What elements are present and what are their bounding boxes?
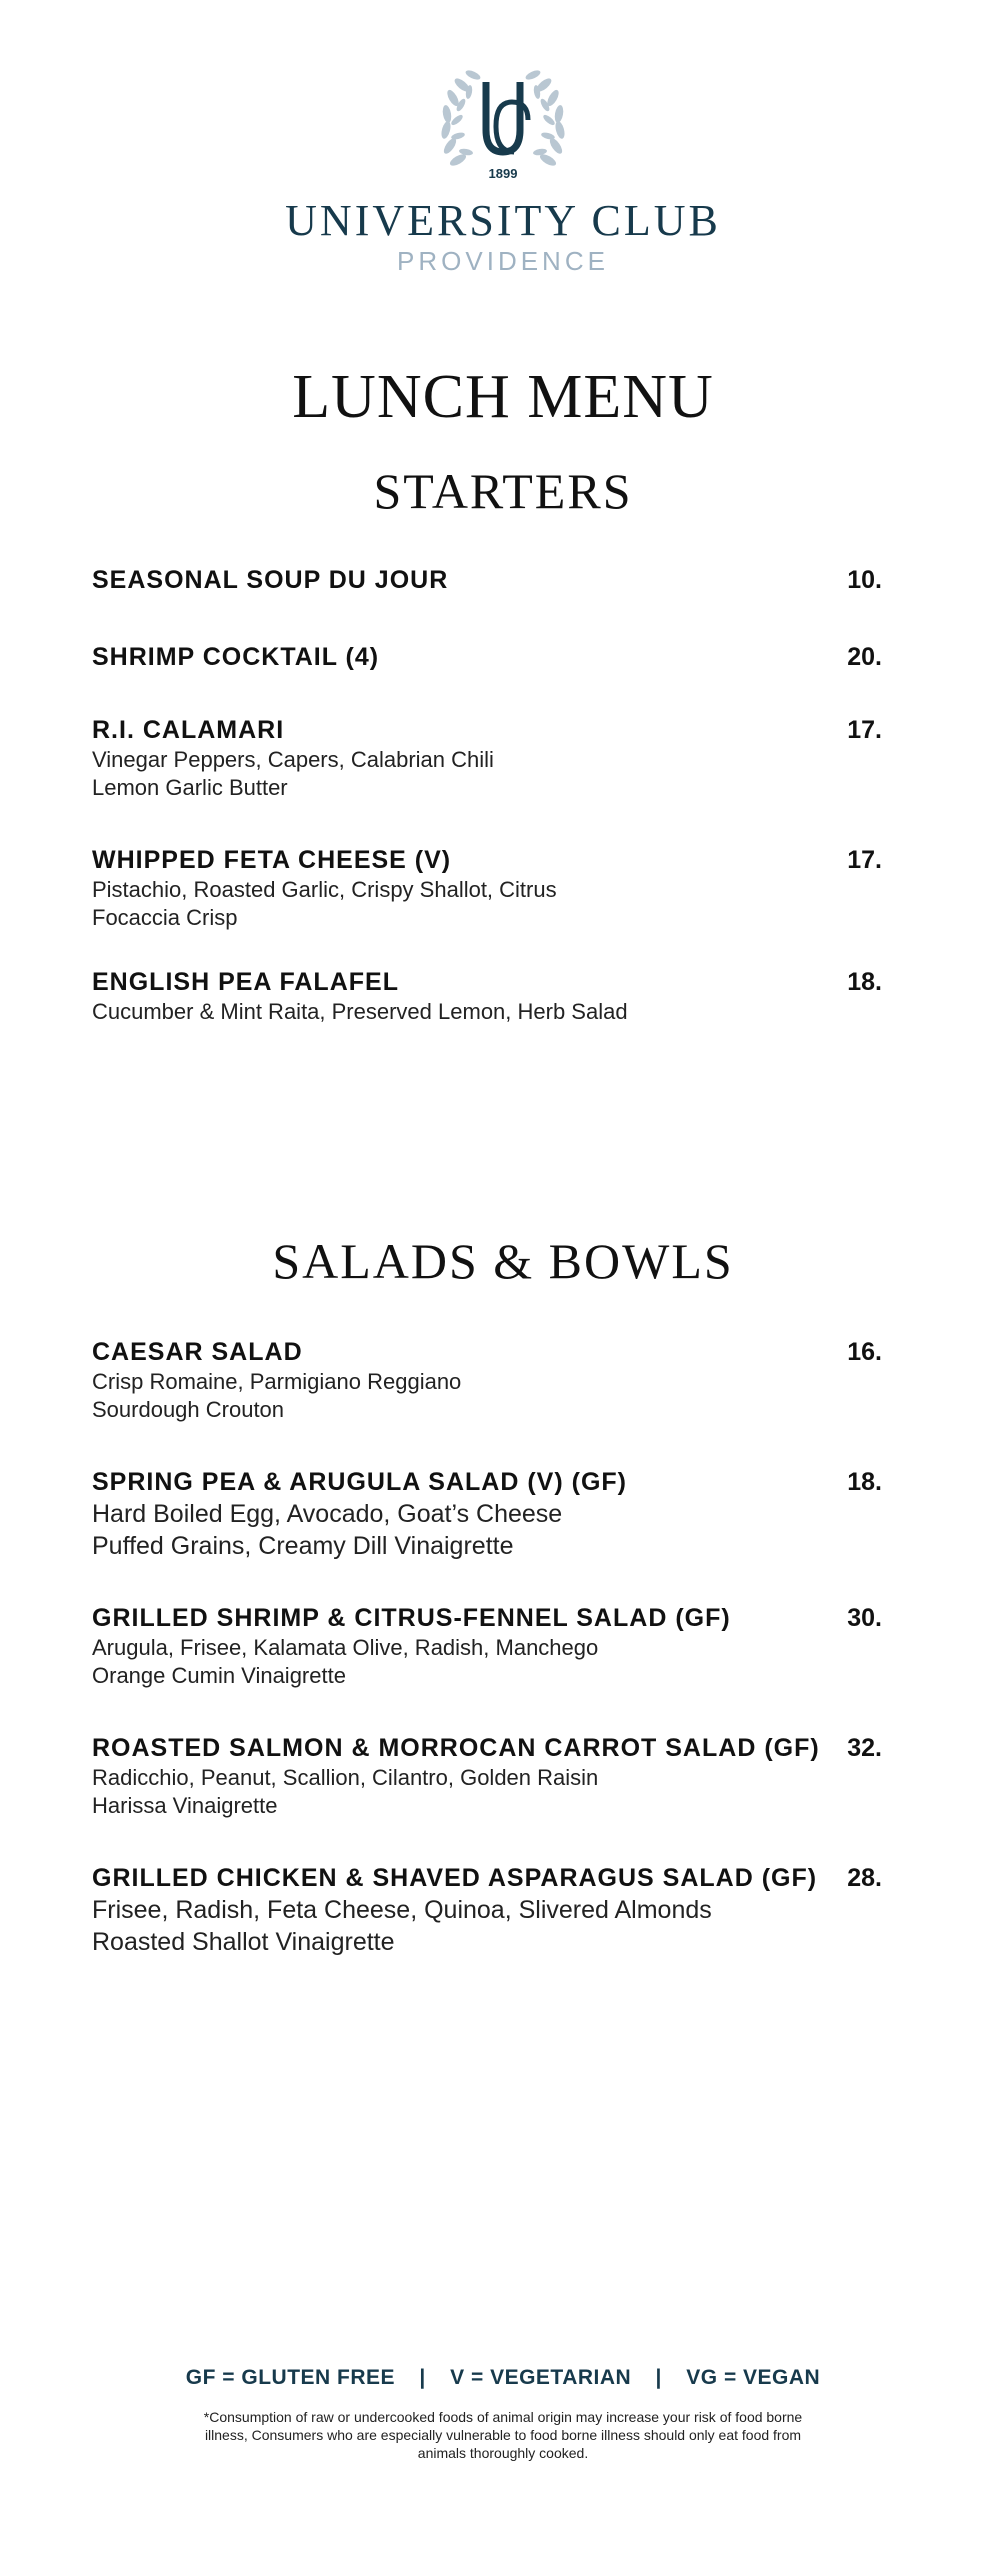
menu-item	[92, 844, 882, 932]
laurel-right-icon	[524, 68, 566, 168]
item-price: 17.	[847, 716, 882, 744]
item-description: Frisee, Radish, Feta Cheese, Quinoa, Slivered Almonds	[92, 1896, 712, 1924]
club-name: UNIVERSITY CLUB	[285, 196, 721, 245]
item-name: SEASONAL SOUP DU JOUR	[92, 566, 449, 594]
menu-item	[92, 714, 882, 802]
item-description: Crisp Romaine, Parmigiano Reggiano	[92, 1369, 462, 1394]
logo-year: 1899	[488, 166, 518, 181]
item-description: Orange Cumin Vinaigrette	[92, 1663, 346, 1688]
menu-item	[92, 966, 882, 1026]
item-description: Vinegar Peppers, Capers, Calabrian Chili	[92, 747, 494, 772]
item-name: ROASTED SALMON & MORROCAN CARROT SALAD (GF)	[92, 1734, 820, 1762]
menu-item	[92, 1732, 882, 1820]
dietary-legend	[0, 2366, 1006, 2390]
item-name: GRILLED CHICKEN & SHAVED ASPARAGUS SALAD (GF)	[92, 1864, 818, 1892]
item-price: 28.	[847, 1864, 882, 1892]
item-price: 20.	[847, 643, 882, 671]
club-location: PROVIDENCE	[397, 246, 609, 276]
item-description: Cucumber & Mint Raita, Preserved Lemon, Herb Salad	[92, 999, 628, 1024]
legend-vegetarian: V = VEGETARIAN	[450, 2366, 632, 2389]
menu-item	[92, 1466, 882, 1562]
item-description: Lemon Garlic Butter	[92, 775, 288, 800]
item-description: Sourdough Crouton	[92, 1397, 285, 1422]
menu-item	[92, 564, 882, 596]
item-description: Radicchio, Peanut, Scallion, Cilantro, Golden Raisin	[92, 1765, 599, 1790]
salads-title: SALADS & BOWLS	[272, 1233, 734, 1289]
item-price: 18.	[847, 1468, 882, 1496]
legend-gluten-free: GF = GLUTEN FREE	[185, 2366, 396, 2389]
menu-item	[92, 641, 882, 673]
menu-title: LUNCH MENU	[292, 363, 714, 431]
item-description: Arugula, Frisee, Kalamata Olive, Radish, Manchego	[92, 1635, 599, 1660]
legend-separator: |	[655, 2366, 662, 2389]
item-name: CAESAR SALAD	[92, 1338, 303, 1366]
item-price: 18.	[847, 968, 882, 996]
legend-vegan: VG = VEGAN	[686, 2366, 821, 2389]
item-price: 17.	[847, 846, 882, 874]
legend-separator: |	[419, 2366, 426, 2389]
item-description: Roasted Shallot Vinaigrette	[92, 1928, 395, 1956]
item-price: 30.	[847, 1604, 882, 1632]
food-safety-disclaimer: *Consumption of raw or undercooked foods of animal origin may increase your risk of food borne illness, Consumers who are especially vulnerable to food borne illness should only eat food from animals thoroughly cooked.	[203, 2409, 803, 2461]
item-description: Focaccia Crisp	[92, 905, 238, 930]
laurel-monogram-icon	[428, 60, 578, 190]
starters-title: STARTERS	[373, 463, 633, 519]
item-name: SPRING PEA & ARUGULA SALAD (V) (GF)	[92, 1468, 627, 1496]
item-name: R.I. CALAMARI	[92, 716, 285, 744]
menu-item	[92, 1862, 882, 1958]
item-price: 32.	[847, 1734, 882, 1762]
item-description: Harissa Vinaigrette	[92, 1793, 278, 1818]
monogram-u-icon	[486, 82, 520, 152]
item-name: GRILLED SHRIMP & CITRUS-FENNEL SALAD (GF)	[92, 1604, 731, 1632]
menu-item	[92, 1336, 882, 1424]
item-price: 16.	[847, 1338, 882, 1366]
item-name: SHRIMP COCKTAIL (4)	[92, 643, 380, 671]
item-description: Pistachio, Roasted Garlic, Crispy Shallot, Citrus	[92, 877, 557, 902]
item-name: ENGLISH PEA FALAFEL	[92, 968, 399, 996]
laurel-left-icon	[440, 68, 482, 168]
item-description: Puffed Grains, Creamy Dill Vinaigrette	[92, 1532, 514, 1560]
menu-item	[92, 1602, 882, 1690]
item-name: WHIPPED FETA CHEESE (V)	[92, 846, 452, 874]
item-description: Hard Boiled Egg, Avocado, Goat’s Cheese	[92, 1500, 563, 1528]
item-price: 10.	[847, 566, 882, 594]
club-logo	[0, 60, 1006, 276]
